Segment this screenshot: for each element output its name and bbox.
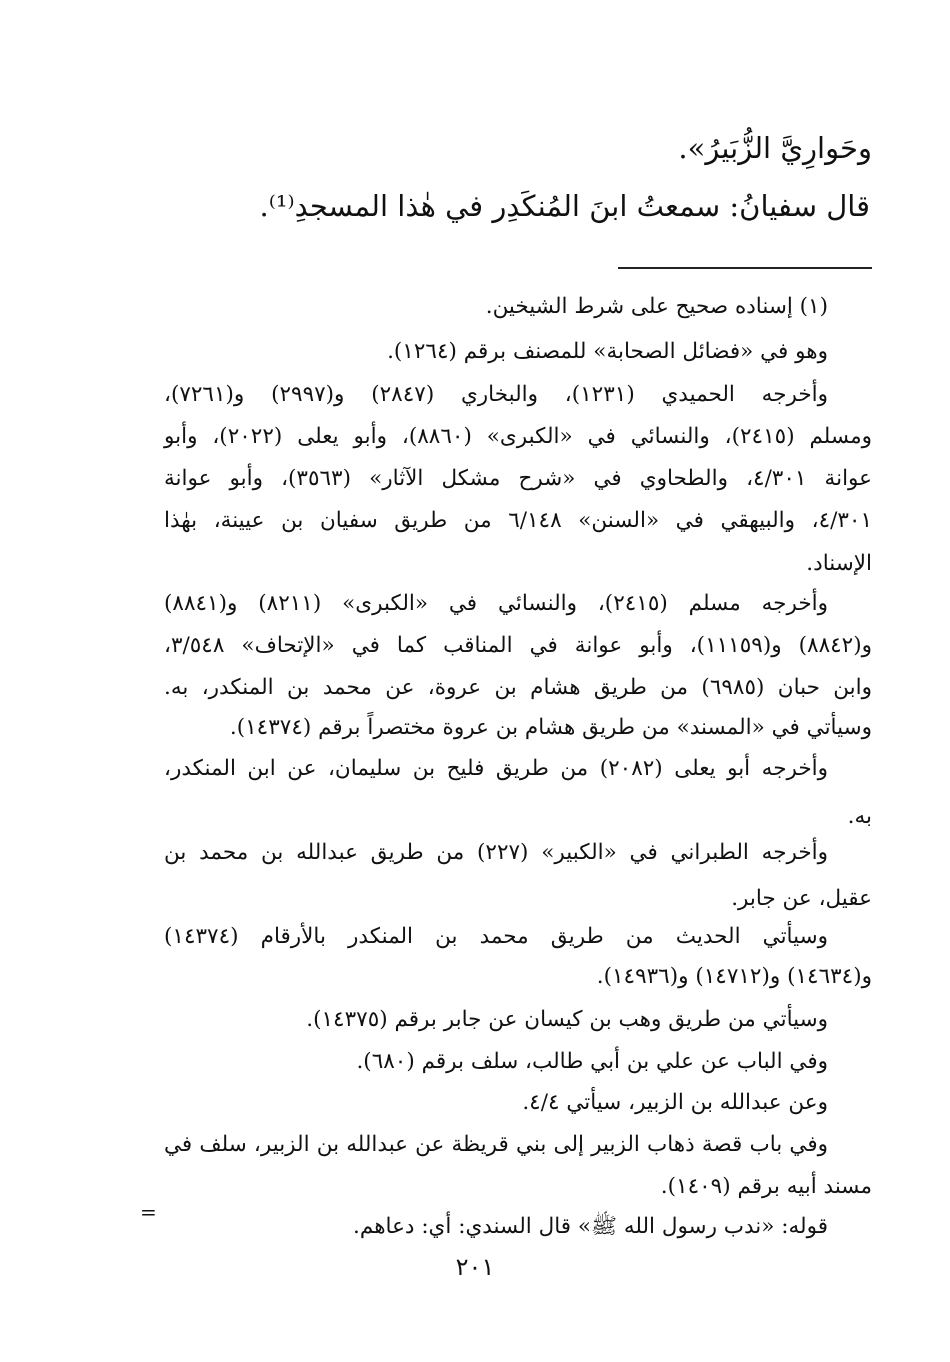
footnote-line: وأخرجه أبو يعلى (٢٠٨٢) من طريق فليح بن سليمان، عن ابن المنكدر، xyxy=(164,756,828,781)
page-number: ٢٠١ xyxy=(455,1253,495,1281)
footnote-line: وسيأتي من طريق وهب بن كيسان عن جابر برقم (١٤٣٧٥). xyxy=(306,1007,828,1032)
footnote-line: وسيأتي في «المسند» من طريق هشام بن عروة مختصراً برقم (١٤٣٧٤). xyxy=(229,715,872,740)
footnote-line: عقيل، عن جابر. xyxy=(731,886,872,911)
continuation-mark: = xyxy=(140,1200,157,1224)
footnote-line: و(٨٨٤٢) و(١١١٥٩)، وأبو عوانة في المناقب كما في «الإتحاف» ٣/٥٤٨، xyxy=(164,633,873,658)
footnote-line: به. xyxy=(847,804,872,829)
footnote-line: عوانة ٤/٣٠١، والطحاوي في «شرح مشكل الآثار» (٣٥٦٣)، وأبو عوانة xyxy=(164,466,872,491)
footnote-line: مسند أبيه برقم (١٤٠٩). xyxy=(660,1174,872,1199)
footnote-line: وعن عبدالله بن الزبير، سيأتي ٤/٤. xyxy=(522,1090,828,1115)
main-text-line-2: قال سفيانُ: سمعتُ ابنَ المُنكَدِر في هٰذا المسجدِ⁽¹⁾. xyxy=(259,189,870,223)
footnote-line: ٤/٣٠١، والبيهقي في «السنن» ٦/١٤٨ من طريق سفيان بن عيينة، بهٰذا xyxy=(164,508,872,533)
footnote-separator xyxy=(618,267,872,269)
footnote-line: و(١٤٦٣٤) و(١٤٧١٢) و(١٤٩٣٦). xyxy=(596,964,872,989)
footnote-line: (١) إسناده صحيح على شرط الشيخين. xyxy=(485,294,828,319)
footnote-line: ومسلم (٢٤١٥)، والنسائي في «الكبرى» (٨٨٦٠)، وأبو يعلى (٢٠٢٢)، وأبو xyxy=(164,424,873,449)
footnote-line: وأخرجه مسلم (٢٤١٥)، والنسائي في «الكبرى» (٨٢١١) و(٨٨٤١) xyxy=(164,591,828,616)
footnote-line: قوله: «ندب رسول الله ﷺ» قال السندي: أي: دعاهم. xyxy=(353,1214,828,1239)
footnote-line: وفي باب قصة ذهاب الزبير إلى بني قريظة عن عبدالله بن الزبير، سلف في xyxy=(164,1132,828,1157)
footnote-line: وأخرجه الحميدي (١٢٣١)، والبخاري (٢٨٤٧) و(٢٩٩٧) و(٧٢٦١)، xyxy=(164,382,828,407)
main-text-line-1: وحَوارِيَّ الزُّبَيرُ». xyxy=(678,131,872,165)
footnote-line: وفي الباب عن علي بن أبي طالب، سلف برقم (٦٨٠). xyxy=(356,1049,828,1074)
footnote-line: وابن حبان (٦٩٨٥) من طريق هشام بن عروة، عن محمد بن المنكدر، به. xyxy=(164,675,872,700)
footnote-line: وهو في «فضائل الصحابة» للمصنف برقم (١٢٦٤). xyxy=(387,339,828,364)
footnote-line: الإسناد. xyxy=(806,551,872,576)
footnote-line: وأخرجه الطبراني في «الكبير» (٢٢٧) من طريق عبدالله بن محمد بن xyxy=(164,840,828,865)
footnote-line: وسيأتي الحديث من طريق محمد بن المنكدر بالأرقام (١٤٣٧٤) xyxy=(164,924,828,949)
